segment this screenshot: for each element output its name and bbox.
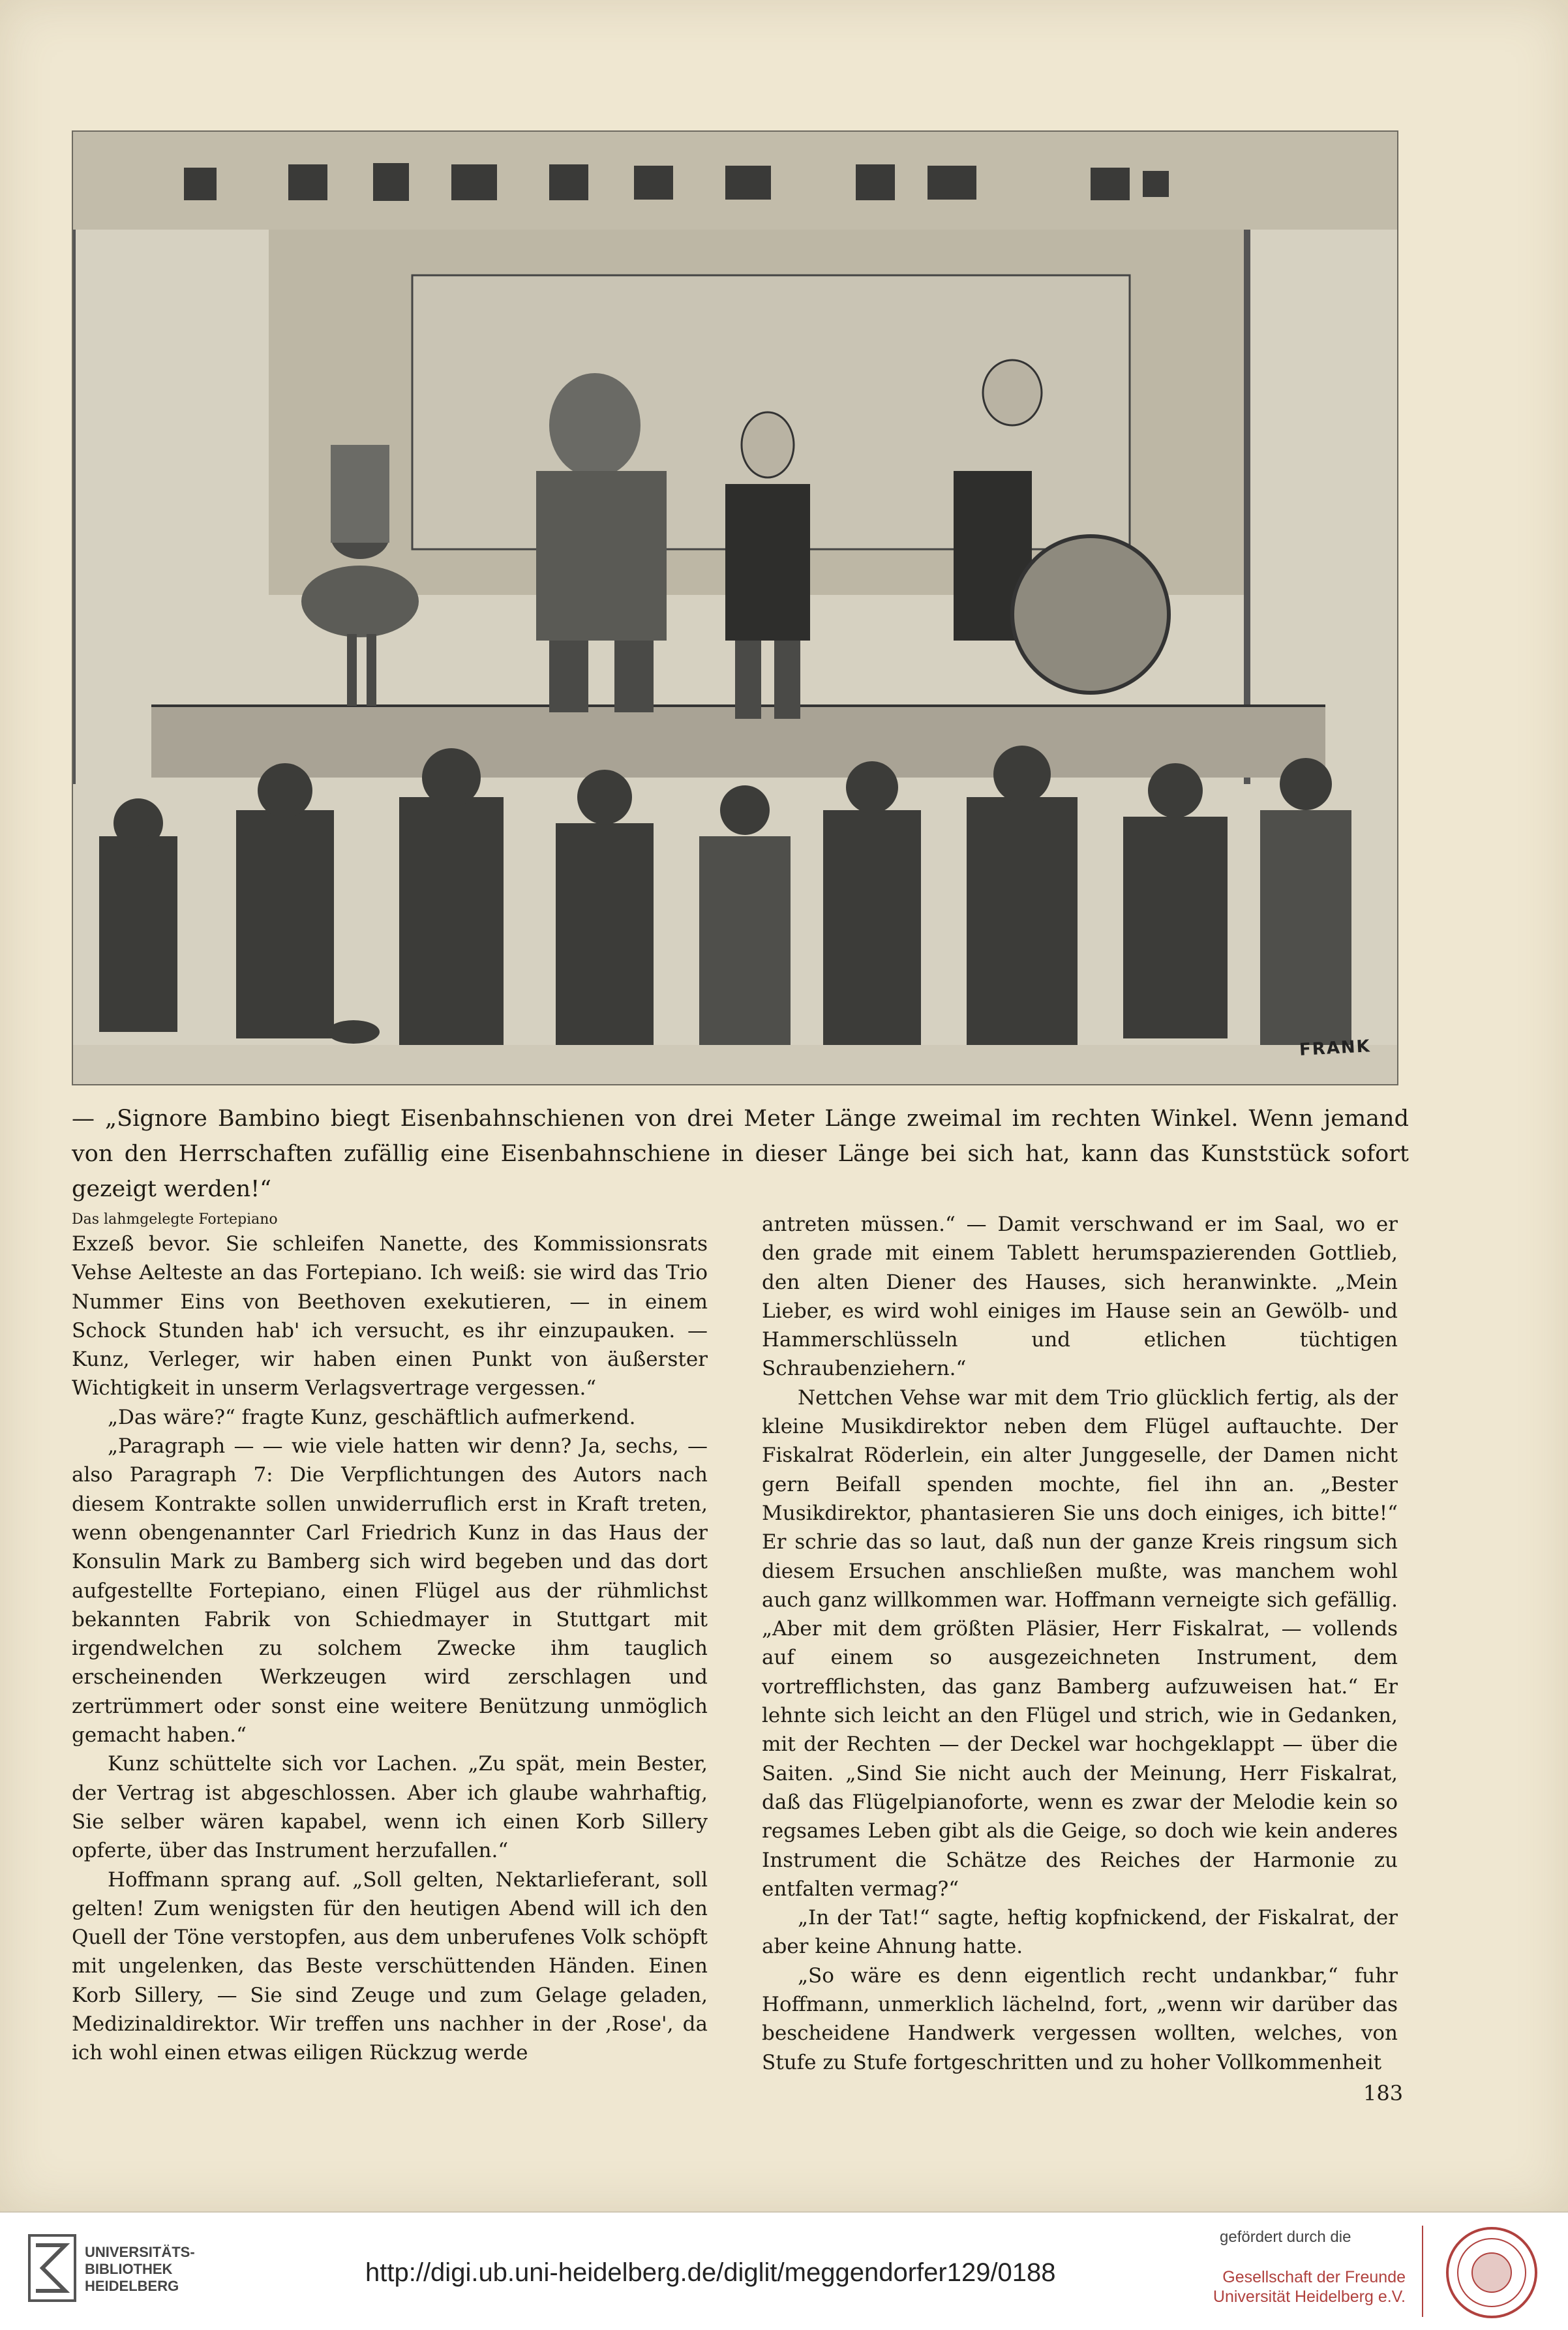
paragraph: Hoffmann sprang auf. „Soll gelten, Nektarlieferant, soll gelten! Zum wenigsten für den heutigen Abend will ich den Quell der Töne verstopfen, aus dem unberufenes Volk schöpft mit ungelenken, das Beste verschüttenden Händen. Einen Korb Sillery, — Sie sind Zeuge und zum Gelage geladen, Medizinaldirektor. Wir treffen uns nachher in der ‚Rose', da ich wohl einen etwas eiligen Rückzug werde (72, 1868, 708, 2065)
library-name-line: HEIDELBERG (85, 2278, 179, 2294)
illustration-drawing (73, 132, 1397, 1084)
paragraph: „In der Tat!“ sagte, heftig kopfnickend, der Fiskalrat, der aber keine Ahnung hatte. (762, 1906, 1398, 1959)
fairground-illustration (72, 130, 1398, 1085)
paragraph: Kunz schüttelte sich vor Lachen. „Zu spät, mein Bester, der Vertrag ist abgeschlossen. Aber ich glaube wahrhaftig, Sie selber wären kapabel, wenn ich einen Korb Sillery opferte, über das Instrument herzufallen.“ (72, 1752, 708, 1863)
illustration-caption: — „Signore Bambino biegt Eisenbahnschienen von drei Meter Länge zweimal im rechten Winkel. Wenn jemand von den Herrschaften zufällig eine Eisenbahnschiene in dieser Länge bei sich hat, kann das Kunststück sofort gezeigt werden!“ (72, 1106, 1409, 1202)
sponsor-name-line: Universität Heidelberg e.V. (1213, 2288, 1406, 2306)
permalink-url[interactable]: http://digi.ub.uni-heidelberg.de/diglit/meggendorfer129/0188 (365, 2258, 1056, 2287)
university-seal-icon (1445, 2226, 1539, 2320)
library-name-line: UNIVERSITÄTS- (85, 2244, 195, 2260)
page-number: 183 (1363, 2081, 1404, 2106)
paragraph: „Paragraph — — wie viele hatten wir denn? Ja, sechs, — also Paragraph 7: Die Verpflichtungen des Autors nach diesem Kontrakte sollen unwiderruflich erst in Kraft treten, wenn obengenannter Carl Friedrich Kunz in das Haus der Konsulin Mark zu Bamberg sich wird begeben und das dort aufgestellte Fortepiano, einen Flügel aus der rühmlichst bekannten Fabrik von Schiedmayer in Stuttgart mit irgendwelchen zu solchem Zwecke ihm tauglich erscheinenden Werkzeugen wird zerschlagen und zertrümmert oder sonst eine weitere Benützung unmöglich gemacht haben.“ (72, 1434, 708, 1748)
artist-signature: FRANK (1299, 1036, 1372, 1060)
digitization-footer (0, 2211, 1568, 2330)
library-name (85, 2244, 195, 2295)
paragraph: Nettchen Vehse war mit dem Trio glücklich fertig, als der kleine Musikdirektor neben dem Flügel auftauchte. Der Fiskalrat Röderlein, ein alter Junggeselle, der Damen nicht gern Beifall spenden mochte, fiel ihn an. „Bester Musikdirektor, phantasieren Sie uns doch einiges, ich bitte!“ Er schrie das so laut, daß nun der ganze Kreis ringsum sich diesem Ersuchen anschließen mußte, was manchem wohl auch ganz willkommen war. Hoffmann verneigte sich gefällig. „Aber mit dem größten Pläsier, Herr Fiskalrat, — vollends auf einem so ausgezeichneten Instrument, dem vortrefflichsten, das ganz Bamberg aufzuweisen hat.“ Er lehnte sich leicht an den Flügel und strich, wie in Gedanken, mit der Rechten — der Deckel war hochgeklappt — über die Saiten. „Sind Sie nicht auch der Meinung, Herr Fiskalrat, daß das Flügelpianoforte, wenn es zwar der Melodie kein so regsames Leben gibt als die Geige, so doch wie kein anderes Instrument die Schätze des Reiches der Harmonie zu entfalten vermag?“ (762, 1385, 1398, 1901)
sponsor-name-line: Gesellschaft der Freunde (1222, 2268, 1406, 2286)
paragraph: „Das wäre?“ fragte Kunz, geschäftlich aufmerkend. (108, 1405, 636, 1429)
left-text-column (72, 1210, 708, 2068)
sponsor-label: gefördert durch die (1220, 2228, 1351, 2246)
right-text-column (762, 1210, 1398, 2077)
paragraph: „So wäre es denn eigentlich recht undankbar,“ fuhr Hoffmann, unmerklich lächelnd, fort, „wenn wir darüber das bescheidene Handwerk vergessen wollten, welches, von Stufe zu Stufe fortgeschritten und zu hoher Vollkommenheit (762, 1963, 1398, 2074)
paragraph: antreten müssen.“ — Damit verschwand er im Saal, wo er den grade mit einem Tablett herumspazierenden Gottlieb, den alten Diener des Hauses, sich heranwinkte. „Mein Lieber, es wird wohl einiges im Hause sein an Gewölb- und Hammerschlüsseln und etlichen tüchtigen Schraubenziehern.“ (762, 1213, 1398, 1381)
footer-divider (1422, 2226, 1423, 2317)
library-name-line: BIBLIOTHEK (85, 2261, 173, 2277)
library-logo-icon (26, 2232, 78, 2304)
sponsor-name (1190, 2267, 1406, 2307)
paragraph: Exzeß bevor. Sie schleifen Nanette, des Kommissionsrats Vehse Aelteste an das Fortepiano. Ich weiß: sie wird das Trio Nummer Eins von Beethoven exekutieren, — in einem Schock Stunden hab' ich versucht, es ihr einzupauken. — Kunz, Verleger, wir haben einen Punkt von äußerster Wichtigkeit in unserm Verlagsvertrage vergessen.“ (72, 1232, 708, 1400)
running-section-head: Das lahmgelegte Fortepiano (72, 1211, 278, 1228)
